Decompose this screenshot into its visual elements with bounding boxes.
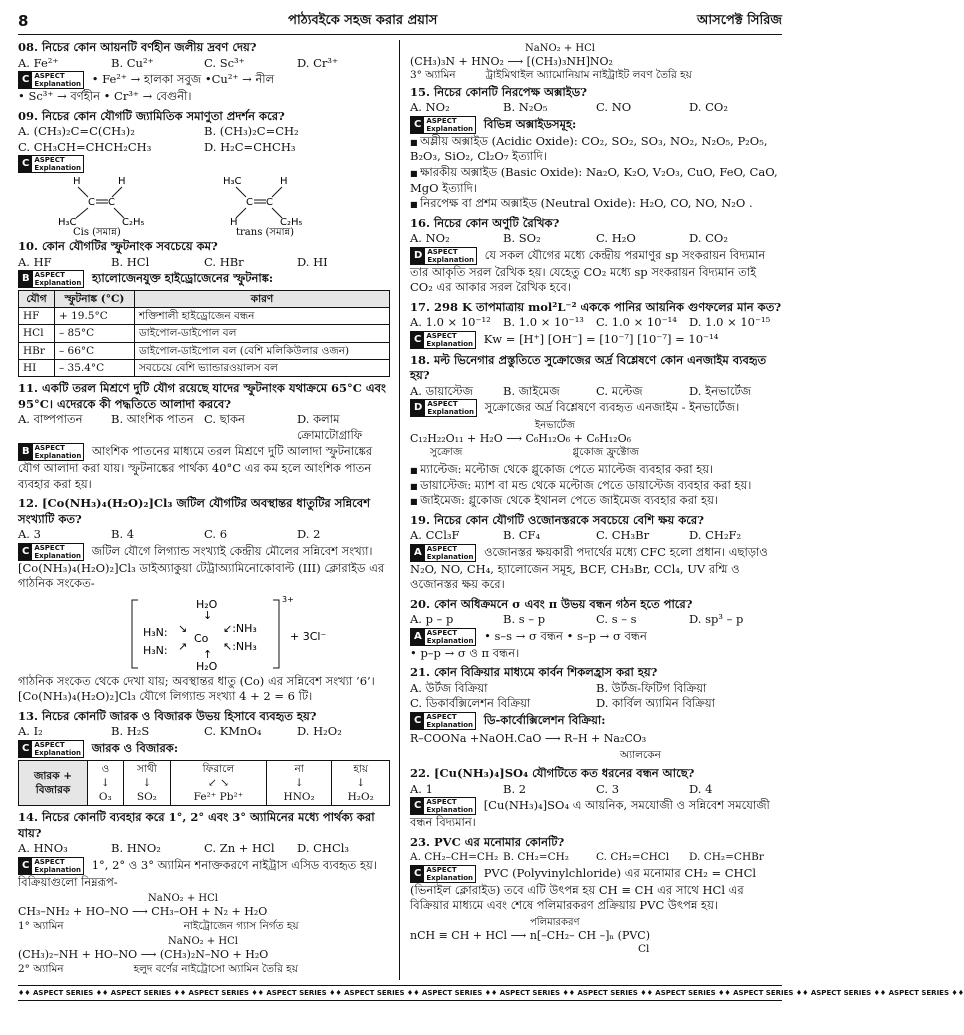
question-21 — [410, 665, 782, 762]
options — [18, 724, 390, 740]
option: B. (CH₃)₂C=CH₂ — [204, 124, 299, 139]
left-column — [18, 40, 390, 980]
question-text: 15. নিচের কোনটি নিরপেক্ষ অক্সাইড? — [410, 84, 587, 99]
answer-badge: D ASPECT Explanation — [410, 247, 477, 265]
question-text: 08. নিচের কোন আয়নটি বর্ণহীন জলীয় দ্রবণ দেয়? — [18, 40, 257, 54]
column-divider — [399, 40, 400, 980]
svg-text:C: C — [108, 197, 115, 209]
explanation — [410, 797, 782, 831]
svg-text:C: C — [246, 197, 253, 209]
answer-badge: C ASPECT Explanation — [18, 71, 84, 89]
option: C. CH₃CH=CHCH₂CH₃ — [18, 139, 152, 154]
svg-text:H₂O: H₂O — [196, 597, 218, 611]
svg-text:Co: Co — [194, 631, 209, 645]
option: A. HF — [18, 254, 52, 269]
answer-badge: A ASPECT Explanation — [410, 544, 476, 562]
option: C. Sc³⁺ — [204, 55, 245, 70]
options — [18, 527, 390, 543]
option: A. (CH₃)₂C=C(CH₃)₂ — [18, 124, 135, 139]
explanation — [18, 857, 390, 976]
explanation-text: ডি-কার্বোক্সিলেশন বিক্রিয়া: — [483, 712, 606, 727]
pvc-reaction: পলিমারকরণ nCH ≡ CH + HCl ⟶ n[–CH₂– CH –]ₙ (PVC) Cl — [410, 916, 651, 955]
option: A. CCl₃F — [410, 528, 460, 543]
table-row: HI – 35.4°C সবচেয়ে বেশি ভ্যান্ডারওয়ালস বল — [19, 359, 390, 376]
option: D. 1.0 × 10⁻¹⁵ — [689, 315, 771, 330]
oxide-bullet: ■ নিরপেক্ষ বা প্রশম অক্সাইড (Neutral Oxide): H₂O, CO, NO, N₂O . — [410, 196, 782, 212]
option: C. 6 — [204, 527, 228, 542]
options — [18, 56, 390, 72]
explanation — [410, 331, 782, 349]
option: A. NO₂ — [410, 231, 450, 246]
option: B. HCl — [111, 254, 150, 269]
enzyme-bullet: ■ ম্যাল্টেজ: মল্টোজ থেকে গ্লুকোজ পেতে ম্যাল্টেজ ব্যবহার করা হয়। — [410, 462, 782, 478]
explanation-text: • Sc³⁺ → বর্ণহীন • Cr³⁺ → বেগুনী। — [18, 89, 192, 104]
explanation-text: সুক্রোজের অর্দ্র বিশ্লেষণে ব্যবহৃত এনজাইম - ইনভার্টেজ। — [484, 400, 740, 415]
option: A. 3 — [18, 527, 41, 542]
question-text: 21. কোন বিক্রিয়ার মাধ্যমে কার্বন শিকলহ্রাস করা হয়? — [410, 665, 658, 680]
explanation — [410, 116, 782, 212]
explanation-text: জারক ও বিজারক: — [91, 740, 179, 755]
explanation-text: • Fe²⁺ → হালকা সবুজ •Cu²⁺ → নীল — [91, 72, 275, 87]
question-15 — [410, 85, 782, 212]
option: D. কার্বিল অ্যামিন বিক্রিয়া — [596, 696, 715, 711]
svg-text:H₃N:: H₃N: — [143, 643, 168, 657]
explanation-text: PVC (Polyvinylchloride) এর মনোমার CH₂ = CHCl (ভিনাইল ক্লোরাইড) তবে এটি উৎপন্ন হয় CH ≡ CH এর সাথে HCl এর বিক্রিয়ার মাধ্যমে এবং শেষে পলিমারকরণ প্রক্রিয়ায় PVC উৎপন্ন হয়। — [410, 865, 757, 913]
explanation — [410, 544, 782, 593]
answer-badge: C ASPECT Explanation — [18, 857, 84, 875]
option: D. CHCl₃ — [297, 841, 350, 856]
option: D. sp³ – p — [689, 612, 744, 627]
options — [410, 681, 782, 712]
option: D. H₂O₂ — [297, 724, 342, 739]
right-column — [410, 40, 782, 980]
svg-text:C₂H₅: C₂H₅ — [122, 217, 145, 229]
question-text: 22. [Cu(NH₃)₄]SO₄ যৌগটিতে কত ধরনের বন্ধন আছে? — [410, 766, 695, 781]
question-text: 19. নিচের কোন যৌগটি ওজোনস্তরকে সবচেয়ে বেশি ক্ষয় করে? — [410, 512, 704, 527]
explanation — [410, 247, 782, 296]
svg-text:C: C — [266, 197, 273, 209]
question-20 — [410, 597, 782, 662]
explanation-text: • p–p → σ ও π বন্ধন। — [410, 645, 520, 660]
option: D. 4 — [689, 781, 713, 796]
question-10 — [18, 239, 390, 377]
table-row: HCl – 85°C ডাইপোল-ডাইপোল বল — [19, 325, 390, 342]
option: C. CH₂=CHCl — [596, 851, 670, 864]
option: B. উর্টজ-ফিটিগ বিক্রিয়া — [596, 680, 707, 695]
explanation — [18, 71, 390, 105]
option: C. HBr — [204, 254, 244, 269]
cis-trans-structure-diagram — [18, 173, 358, 239]
option: D. CO₂ — [689, 100, 728, 115]
boiling-point-table — [18, 290, 390, 377]
explanation — [18, 270, 390, 377]
explanation — [18, 543, 390, 705]
svg-text:3+: 3+ — [282, 594, 294, 604]
option: D. কলাম ক্রোমাটোগ্রাফি — [297, 412, 363, 442]
explanation-text: ওজোনস্তর ক্ষয়কারী পদার্থের মধ্যে CFC হলো প্রধান। এছাড়াও N₂O, NO, CH₄, হ্যালোজেন সমূহ, BCF, CH₃Br, CCl₄, UV রশ্মি ও ওজোনস্তর ক্ষয় করে। — [410, 544, 768, 592]
question-19 — [410, 513, 782, 593]
option: B. SO₂ — [503, 231, 541, 246]
page-header — [18, 8, 782, 35]
option: A. উর্টজ বিক্রিয়া — [410, 680, 488, 695]
oxide-bullet: ■ ক্ষারকীয় অক্সাইড (Basic Oxide): Na₂O, K₂O, V₂O₃, CuO, FeO, CaO, MgO ইত্যাদি। — [410, 165, 782, 196]
oxide-bullet: ■ অম্লীয় অক্সাইড (Acidic Oxide): CO₂, SO₂, SO₃, NO₂, N₂O₅, P₂O₅, B₂O₃, SiO₂, Cl₂O₇ ইত্যাদি। — [410, 134, 782, 165]
option: B. CF₄ — [503, 528, 541, 543]
explanation-text: যে সকল যৌগের মধ্যে কেন্দ্রীয় পরমাণুর sp সংকরায়ন বিদ্যমান তার আকৃতি সরল রৈখিক হয়। যেহেতু CO₂ মধ্যে sp সংকরায়ন বিদ্যমান তাই CO₂ এর আকার সরল রৈখিক হবে। — [410, 247, 766, 295]
option: A. বাষ্পপাতন — [18, 412, 83, 427]
question-text: 09. নিচের কোন যৌগটি জ্যামিতিক সমাণুতা প্রদর্শন করে? — [18, 108, 285, 123]
svg-text:↙:NH₃: ↙:NH₃ — [223, 621, 257, 635]
question-text: 20. কোন অধিক্রমনে σ এবং π উভয় বন্ধন গঠন হতে পারে? — [410, 596, 693, 611]
answer-badge: C ASPECT Explanation — [18, 543, 84, 561]
explanation — [410, 712, 782, 762]
svg-text:↗: ↗ — [178, 639, 188, 653]
option: B. Cu²⁺ — [111, 55, 154, 70]
question-08 — [18, 40, 390, 105]
table-row: HBr – 66°C ডাইপোল-ডাইপোল বল (বেশি মলিকিউলার ওজন) — [19, 342, 390, 359]
svg-text:↑: ↑ — [203, 647, 213, 661]
option: D. HI — [297, 254, 328, 269]
question-text: 23. PVC এর মনোমার কোনটি? — [410, 834, 565, 849]
answer-badge: C ASPECT Explanation — [410, 865, 476, 883]
table-header-row: যৌগ স্ফুটনাঙ্ক (°C) কারণ — [19, 291, 390, 308]
table-row: জারক + বিজারক ও ↓ O₃ সাথী ↓ SO₂ ফিরালে ↙ ↘ Fe²⁺ Pb²⁺ না ↓ HNO₂ হায় ↓ H₂O₂ — [19, 760, 390, 806]
explanation — [410, 399, 782, 508]
explanation — [18, 740, 390, 807]
explanation-text: বিভিন্ন অক্সাইডসমূহ: — [483, 116, 577, 131]
option: B. s – p — [503, 612, 546, 627]
options — [18, 412, 390, 443]
enzyme-bullet: ■ ডায়াস্টেজ: ম্যাশ বা মন্ড থেকে মল্টোজ পেতে ডায়াস্টেজ ব্যবহার করা হয়। — [410, 478, 782, 494]
answer-badge: C ASPECT Explanation — [18, 740, 84, 758]
question-text: 13. নিচের কোনটি জারক ও বিজারক উভয় হিসাবে ব্যবহৃত হয়? — [18, 708, 317, 723]
question-11 — [18, 381, 390, 492]
svg-text:H: H — [230, 217, 238, 229]
option: C. KMnO₄ — [204, 724, 262, 739]
page-number: 8 — [18, 12, 29, 30]
option: C. NO — [596, 100, 632, 115]
option: A. 1.0 × 10⁻¹² — [410, 315, 491, 330]
option: C. CH₃Br — [596, 528, 650, 543]
question-text: 12. [Co(NH₃)₄(H₂O)₂]Cl₃ জটিল যৌগটির অবস্থান্তর ধাতুটির সন্নিবেশ সংখ্যাটি কত? — [18, 496, 371, 526]
options — [18, 841, 390, 857]
header-center: পাঠ্যবইকে সহজ করার প্রয়াস — [288, 12, 438, 28]
explanation-text: [Cu(NH₃)₄]SO₄ এ আয়নিক, সমযোজী ও সন্নিবেশ সমযোজী বন্ধন বিদ্যমান। — [410, 798, 770, 830]
option: D. Cr³⁺ — [297, 55, 339, 70]
answer-badge: B ASPECT Explanation — [18, 270, 84, 288]
question-14 — [18, 810, 390, 976]
options — [410, 528, 782, 544]
option: C. 3 — [596, 781, 620, 796]
table-row: HF + 19.5°C শক্তিশালী হাইড্রোজেন বন্ধন — [19, 308, 390, 325]
explanation-text: গাঠনিক সংকেত থেকে দেখা যায়; অবস্থান্তর ধাতু (Co) এর সন্নিবেশ সংখ্যা ‘6’। [Co(NH₃)₄(H₂O)₂]Cl₃ যৌগে লিগ্যান্ড সংখ্যা 4 + 2 = 6 টি। — [18, 673, 375, 704]
option: C. ডিকার্বক্সিলেশন বিক্রিয়া — [410, 696, 531, 711]
svg-text:H₃C: H₃C — [223, 176, 242, 188]
option: B. CH₂=CH₂ — [503, 851, 569, 864]
complex-structure-diagram — [18, 592, 378, 674]
options — [410, 612, 782, 628]
option: B. 1.0 × 10⁻¹³ — [503, 315, 584, 330]
explanation — [18, 155, 390, 239]
explanation-text: • s–s → σ বন্ধন • s–p → σ বন্ধন — [484, 628, 647, 643]
option: B. 4 — [111, 527, 135, 542]
svg-text:+ 3Cl⁻: + 3Cl⁻ — [290, 629, 327, 643]
question-09 — [18, 108, 390, 239]
option: A. CH₂–CH=CH₂ — [410, 851, 499, 864]
question-text: 17. 298 K তাপমাত্রায় mol²L⁻² এককে পানির আয়নিক গুণফলের মান কত? — [410, 299, 782, 314]
answer-badge: D ASPECT Explanation — [410, 399, 477, 417]
explanation — [18, 443, 390, 492]
question-12 — [18, 496, 390, 705]
options — [410, 782, 782, 798]
question-text: 10. কোন যৌগটির স্ফুটনাংক সবচেয়ে কম? — [18, 239, 218, 254]
svg-text:H: H — [73, 176, 81, 188]
explanation — [410, 865, 782, 957]
reaction-2: NaNO₂ + HCl (CH₃)₂–NH + HO–NO ⟶ (CH₃)₂N–NO + H₂O 2° অ্যামিন হলুদ বর্ণের নাইট্রোসো অ্যামিন তৈরি হয় — [18, 936, 298, 975]
option: C. Zn + HCl — [204, 841, 275, 856]
option: A. ডায়াস্টেজ — [410, 383, 473, 398]
svg-text:C₂H₅: C₂H₅ — [280, 217, 303, 229]
option: A. NO₂ — [410, 100, 450, 115]
question-text: 18. মল্ট ভিনেগার প্রস্তুতিতে সুক্রোজের অর্দ্র বিশ্লেষণে কোন এনজাইম ব্যবহৃত হয়? — [410, 352, 767, 383]
option: B. আংশিক পাতন — [111, 412, 194, 427]
options — [410, 231, 782, 247]
explanation-text: আংশিক পাতনের মাধ্যমে তরল মিশ্রণে দুটি আলাদা স্ফুটনাঙ্কের যৌগ আলাদা করা যায়। স্ফুটনাঙ্কের পার্থক্য 40°C এর কম হলে আংশিক পাতন ব্যবহার করা হয়। — [18, 444, 373, 491]
answer-badge: C ASPECT Explanation — [18, 155, 84, 173]
reaction-1: NaNO₂ + HCl CH₃–NH₂ + HO–NO ⟶ CH₃–OH + N₂ + H₂O 1° অ্যামিন নাইট্রোজেন গ্যাস নির্গত হয় — [18, 893, 299, 932]
option: A. 1 — [410, 781, 433, 796]
option: D. ইনভার্টেজ — [689, 383, 752, 398]
question-13 — [18, 709, 390, 807]
svg-text:H₂O: H₂O — [196, 659, 218, 673]
option: D. H₂C=CHCH₃ — [204, 139, 296, 154]
svg-text:↘: ↘ — [178, 621, 188, 635]
option: B. H₂S — [111, 724, 150, 739]
answer-badge: C ASPECT Explanation — [410, 331, 476, 349]
svg-text:H: H — [280, 176, 288, 188]
explanation-text: 1°, 2° ও 3° অ্যামিন শনাক্তকরণে নাইট্রাস এসিড ব্যবহৃত হয়। বিক্রিয়াগুলো নিম্নরূপ- — [18, 857, 377, 889]
header-series: আসপেক্ট সিরিজ — [697, 12, 782, 28]
option: D. CO₂ — [689, 231, 728, 246]
question-22 — [410, 766, 782, 831]
svg-text:↖:NH₃: ↖:NH₃ — [223, 639, 257, 653]
option: A. I₂ — [18, 724, 43, 739]
answer-badge: B ASPECT Explanation — [18, 443, 84, 461]
options — [410, 384, 782, 400]
option: D. CH₂=CHBr — [689, 851, 764, 864]
oxidant-reductant-table — [18, 760, 390, 807]
question-16 — [410, 216, 782, 296]
options — [18, 124, 390, 155]
option: C. s – s — [596, 612, 637, 627]
svg-text:H₃C: H₃C — [58, 217, 77, 229]
option: C. ছাকন — [204, 412, 245, 427]
options — [410, 100, 782, 116]
option: C. H₂O — [596, 231, 636, 246]
options — [410, 315, 782, 331]
answer-badge: C ASPECT Explanation — [410, 712, 476, 730]
option: C. মল্টেজ — [596, 383, 643, 398]
series-footer: ♦♦ ASPECT SERIES ♦♦ ASPECT SERIES ♦♦ ASPECT SERIES ♦♦ ASPECT SERIES ♦♦ ASPECT SERIES ♦♦ ASPECT SERIES ♦♦ ASPECT SERIES ♦♦ ASPECT SERIES ♦♦ ASPECT SERIES ♦♦ ASPECT SERIES ♦♦ ASPECT SERIES ♦♦ ASPECT SERIES ♦♦ — [18, 985, 782, 1001]
option: D. 2 — [297, 527, 321, 542]
question-18 — [410, 353, 782, 509]
explanation-text: হ্যালোজেনযুক্ত হাইড্রোজেনের স্ফুটনাঙ্ক: — [91, 271, 274, 286]
option: B. N₂O₅ — [503, 100, 548, 115]
option: B. 2 — [503, 781, 527, 796]
option: B. HNO₂ — [111, 841, 161, 856]
enzyme-bullet: ■ জাইমেজ: গ্লুকোজ থেকে ইথানল পেতে জাইমেজ ব্যবহার করা হয়। — [410, 493, 782, 509]
option: A. Fe²⁺ — [18, 55, 59, 70]
options — [18, 255, 390, 271]
answer-badge: A ASPECT Explanation — [410, 628, 476, 646]
reaction-3-amine: NaNO₂ + HCl (CH₃)₃N + HNO₂ ⟶ [(CH₃)₃NH]NO₂ 3° অ্যামিন ট্রাইমিথাইল অ্যামোনিয়াম নাইট্রাইট লবণ তৈরি হয় — [410, 43, 692, 82]
question-17 — [410, 300, 782, 349]
svg-text:H₃N:: H₃N: — [143, 625, 168, 639]
cis-label: Cis (সমান্ন) — [73, 227, 121, 239]
svg-text:H: H — [118, 176, 126, 188]
option: B. জাইমেজ — [503, 383, 560, 398]
question-text: 11. একটি তরল মিশ্রণে দুটি যৌগ রয়েছে যাদের স্ফুটনাংক যথাক্রমে 65°C এবং 95°C। এদেরকে কী পদ্ধতিতে আলাদা করবে? — [18, 380, 387, 411]
question-23 — [410, 835, 782, 957]
decarboxylation-reaction: R–COONa +NaOH.CaO ⟶ R–H + Na₂CO₃ — [410, 731, 647, 745]
sucrose-reaction: ইনভার্টেজ C₁₂H₂₂O₁₁ + H₂O ⟶ C₆H₁₂O₆ + C₆H₁₂O₆ সুক্রোজ গ্লুকোজ ফ্রুক্টোজ — [410, 420, 639, 459]
option: A. HNO₃ — [18, 841, 68, 856]
answer-badge: C ASPECT Explanation — [410, 797, 476, 815]
option: C. 1.0 × 10⁻¹⁴ — [596, 315, 677, 330]
answer-badge: C ASPECT Explanation — [410, 116, 476, 134]
option: A. p – p — [410, 612, 454, 627]
question-text: 16. নিচের কোন অণুটি রৈখিক? — [410, 215, 560, 230]
explanation — [410, 628, 782, 662]
question-text: 14. নিচের কোনটি ব্যবহার করে 1°, 2° এবং 3° অ্যামিনের মধ্যে পার্থক্য করা যায়? — [18, 810, 375, 840]
options — [410, 850, 782, 864]
alkane-label: অ্যালকেন — [620, 749, 661, 762]
svg-text:↓: ↓ — [203, 608, 213, 622]
page-body — [18, 40, 782, 980]
option: D. CH₂F₂ — [689, 528, 742, 543]
explanation-text: জটিল যৌগে লিগ্যান্ড সংখ্যাই কেন্দ্রীয় মৌলের সন্নিবেশ সংখ্যা। [Co(NH₃)₄(H₂O)₂]Cl₃ ডাইঅ্যাকুয়া টেট্রাঅ্যামিনোকোবাল্ট (III) ক্লোরাইড এর গাঠনিক সংকেত- — [18, 543, 385, 591]
svg-text:C: C — [88, 197, 95, 209]
explanation-text: Kw = [H⁺] [OH⁻] = [10⁻⁷] [10⁻⁷] = 10⁻¹⁴ — [483, 331, 719, 346]
trans-label: trans (সমান্ন) — [236, 227, 295, 239]
